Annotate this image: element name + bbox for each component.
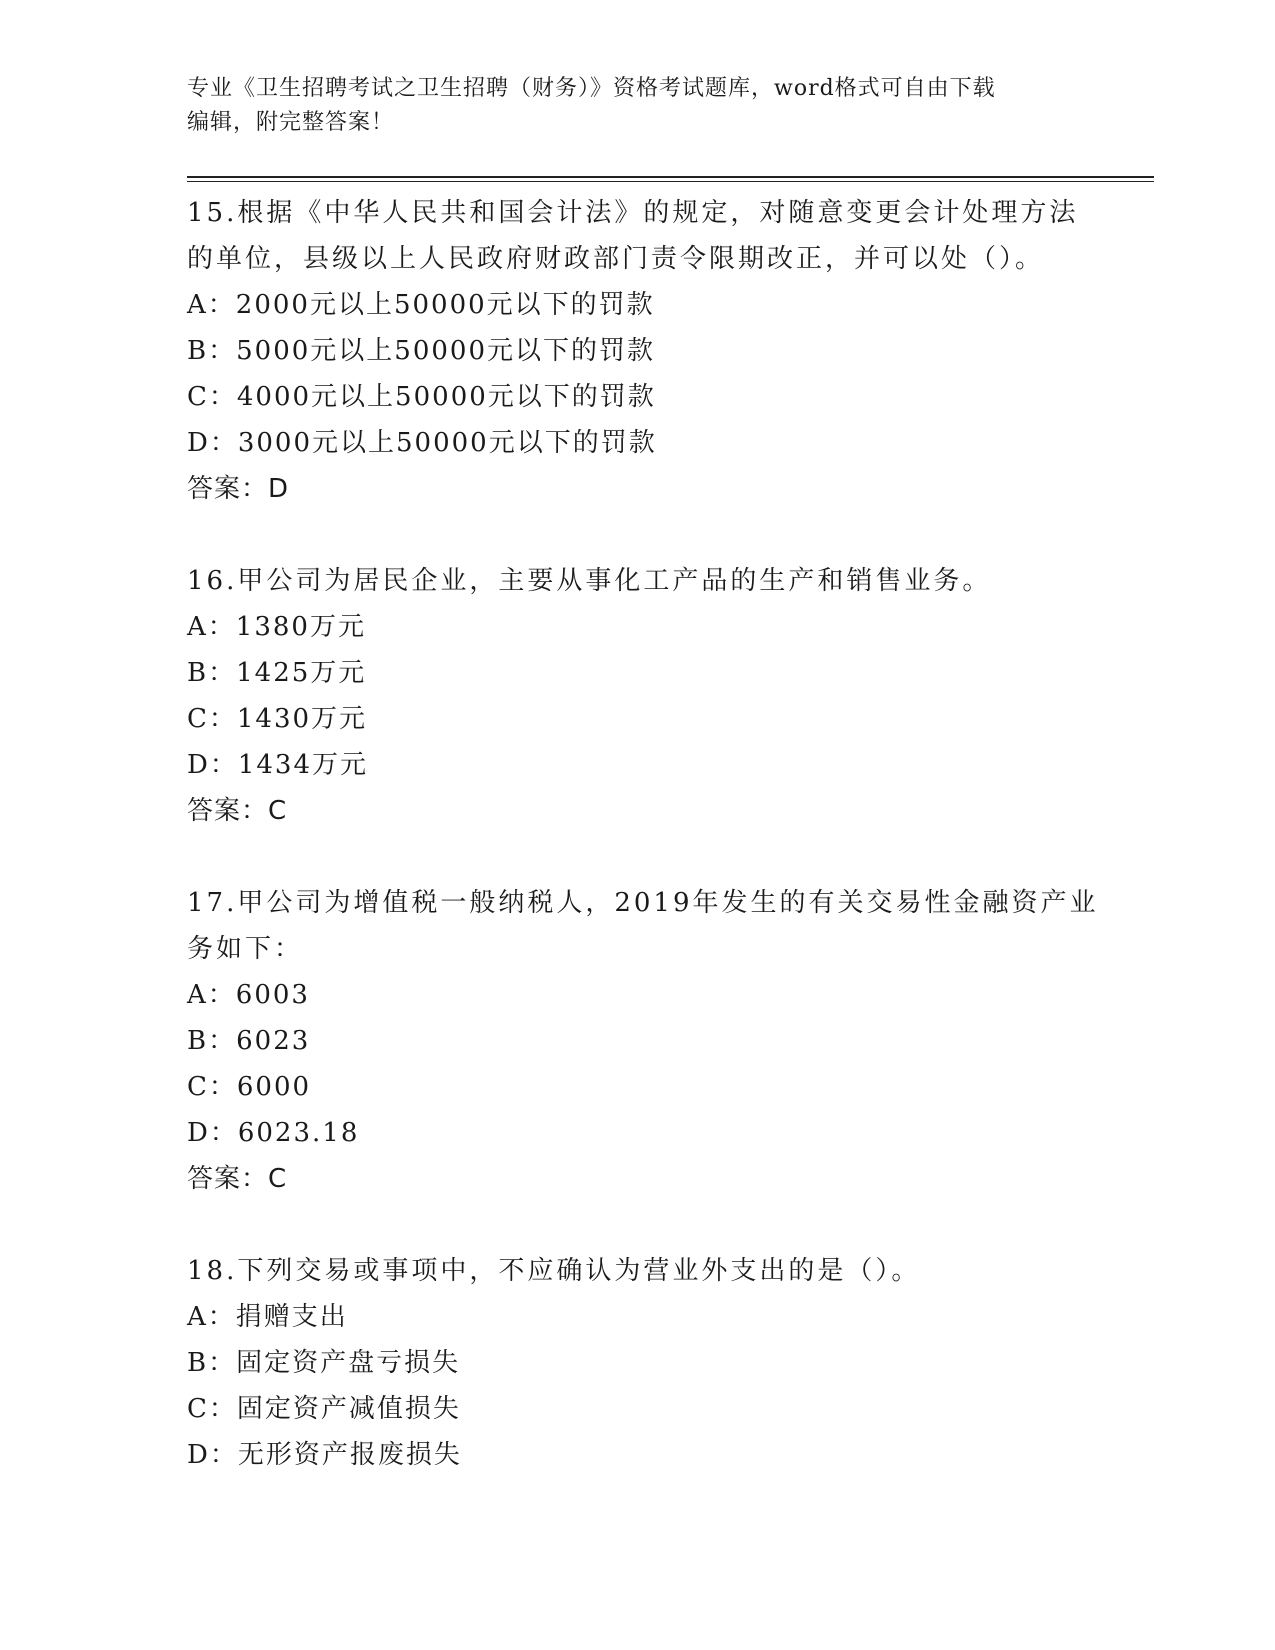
answer: 答案：C <box>187 1164 288 1194</box>
document-header <box>187 72 1087 140</box>
header-line-1: 专业《卫生招聘考试之卫生招聘（财务）》资格考试题库，word格式可自由下载 <box>187 76 996 101</box>
option-a: A：1380万元 <box>187 612 366 642</box>
option-c: C：6000 <box>187 1072 312 1102</box>
option-a: A：捐赠支出 <box>187 1302 348 1332</box>
option-d: D：无形资产报废损失 <box>187 1440 462 1470</box>
header-divider-thick <box>187 176 1154 178</box>
option-b: B：固定资产盘亏损失 <box>187 1348 461 1378</box>
option-d: D：3000元以上50000元以下的罚款 <box>187 428 657 458</box>
header-line-2: 编辑，附完整答案！ <box>187 110 395 135</box>
option-a: A：6003 <box>187 980 310 1010</box>
option-b: B：1425万元 <box>187 658 367 688</box>
option-a: A：2000元以上50000元以下的罚款 <box>187 290 655 320</box>
question-list <box>187 190 1107 1524</box>
option-d: D：1434万元 <box>187 750 369 780</box>
option-c: C：4000元以上50000元以下的罚款 <box>187 382 656 412</box>
question-stem: 的单位，县级以上人民政府财政部门责令限期改正，并可以处（）。 <box>187 244 1045 274</box>
answer: 答案：D <box>187 474 290 504</box>
option-b: B：6023 <box>187 1026 311 1056</box>
question-17 <box>187 880 1107 1202</box>
option-d: D：6023.18 <box>187 1118 360 1148</box>
header-divider-thin <box>187 181 1154 182</box>
question-16 <box>187 558 1107 834</box>
question-15 <box>187 190 1107 512</box>
question-18 <box>187 1248 1107 1478</box>
question-stem: 16.甲公司为居民企业，主要从事化工产品的生产和销售业务。 <box>187 566 992 596</box>
question-stem: 15.根据《中华人民共和国会计法》的规定，对随意变更会计处理方法 <box>187 198 1079 228</box>
option-c: C：固定资产减值损失 <box>187 1394 461 1424</box>
question-stem: 18.下列交易或事项中，不应确认为营业外支出的是（）。 <box>187 1256 921 1286</box>
question-stem: 17.甲公司为增值税一般纳税人，2019年发生的有关交易性金融资产业 <box>187 888 1099 918</box>
option-c: C：1430万元 <box>187 704 368 734</box>
answer: 答案：C <box>187 796 288 826</box>
option-b: B：5000元以上50000元以下的罚款 <box>187 336 655 366</box>
question-stem: 务如下： <box>187 934 304 964</box>
